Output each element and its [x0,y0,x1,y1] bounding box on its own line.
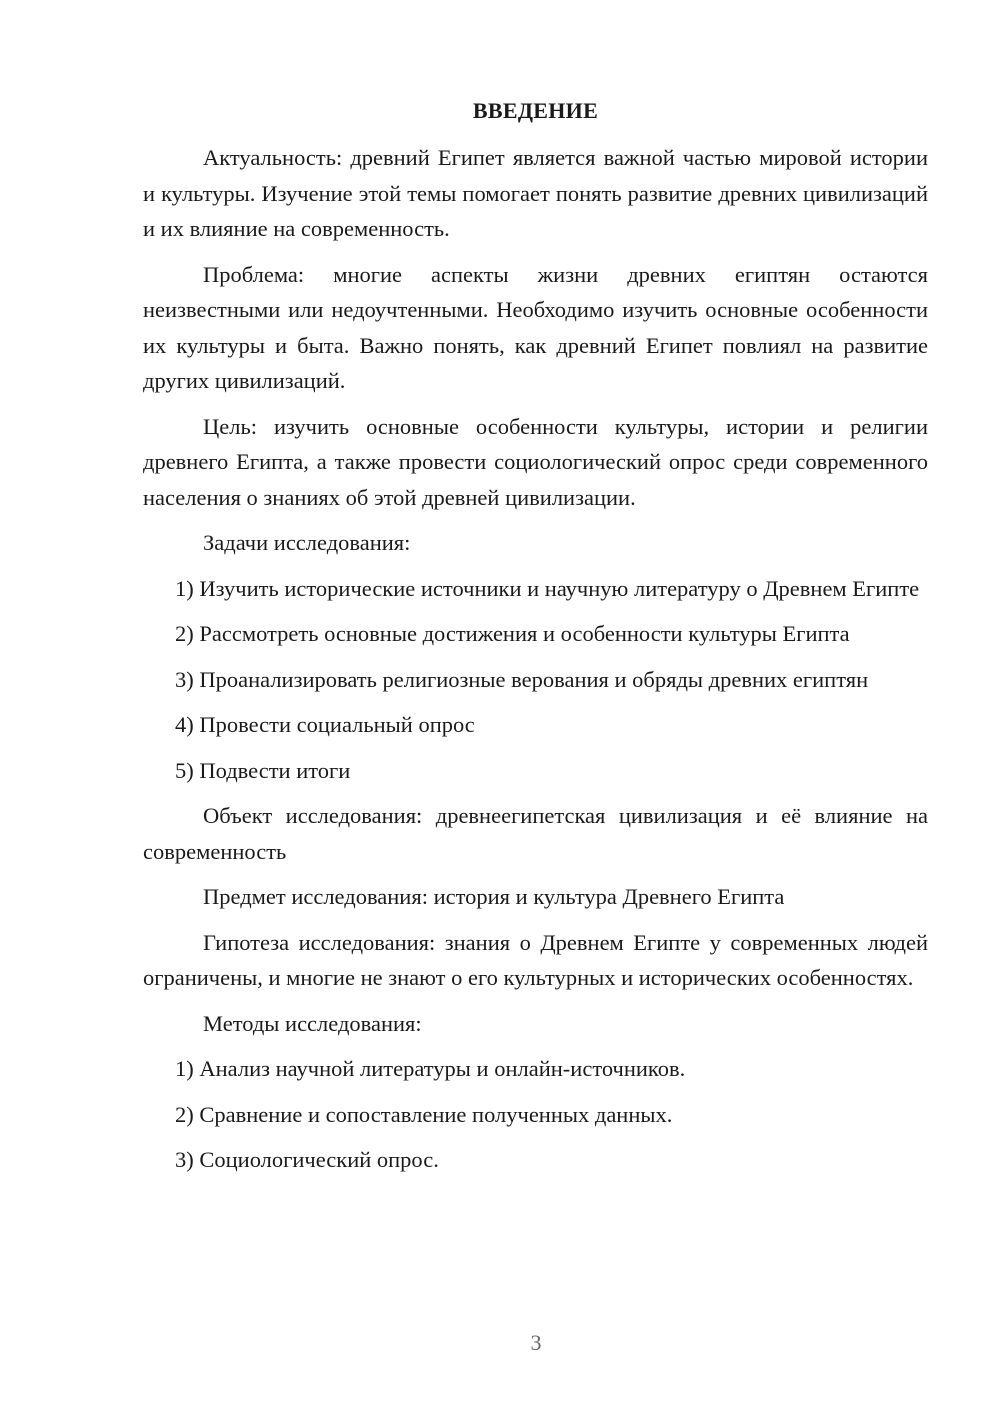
method-item: 1) Анализ научной литературы и онлайн-источников. [175,1056,686,1081]
task-item: 5) Подвести итоги [175,757,351,783]
hypothesis-paragraph: Гипотеза исследования: знания о Древнем Египте у современных людей ограничены, и многие не знают о его культурных и исторических особенностях. [143,929,928,990]
relevance-paragraph: Актуальность: древний Египет является важной частью мировой истории и культуры. Изучение этой темы помогает понять развитие древних цивилизаций и их влияние на современность. [143,145,928,241]
tasks-heading: Задачи исследования: [203,530,411,555]
goal-paragraph: Цель: изучить основные особенности культуры, истории и религии древнего Египта, а также провести социологический опрос среди современного населения о знаниях об этой древней цивилизации. [143,413,928,510]
methods-heading: Методы исследования: [203,1010,422,1036]
task-item: 4) Провести социальный опрос [175,712,475,737]
task-item: 2) Рассмотреть основные достижения и особенности культуры Египта [175,621,850,646]
method-item: 2) Сравнение и сопоставление полученных данных. [175,1101,673,1127]
page-number: 3 [530,1330,542,1355]
method-item: 3) Социологический опрос. [175,1147,439,1172]
document-page [143,94,928,1188]
object-paragraph: Объект исследования: древнеегипетская цивилизация и её влияние на современность [143,803,928,864]
problem-paragraph: Проблема: многие аспекты жизни древних египтян остаются неизвестными или недоучтенными. Необходимо изучить основные особенности их культуры и быта. Важно понять, как древний Египет повлиял на развитие других цивилизаций. [143,261,928,393]
subject-paragraph: Предмет исследования: история и культура Древнего Египта [203,884,785,909]
section-title: ВВЕДЕНИЕ [472,98,599,123]
task-item: 3) Проанализировать религиозные верования и обряды древних египтян [175,666,869,692]
task-item: 1) Изучить исторические источники и научную литературу о Древнем Египте [175,575,920,601]
